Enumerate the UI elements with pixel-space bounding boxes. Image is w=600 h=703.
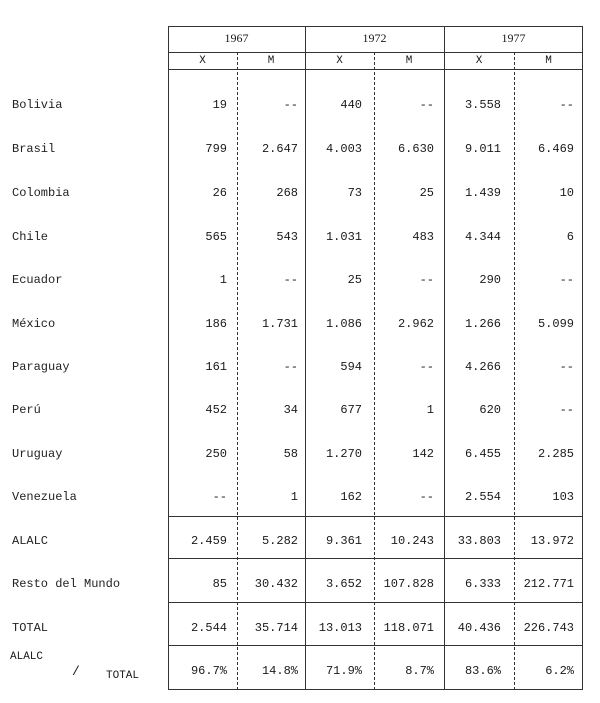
- table-cell: 2.962: [397, 317, 434, 331]
- row-label-chile: Chile: [12, 230, 49, 244]
- ratio-cell: 6.2%: [545, 664, 574, 678]
- export-subheader: X: [475, 55, 483, 67]
- table-cell: 161: [205, 360, 227, 374]
- table-cell: 6.630: [397, 142, 434, 156]
- table-cell: 1.266: [464, 317, 501, 331]
- table-cell: 26: [212, 186, 227, 200]
- table-cell: 1: [426, 403, 434, 417]
- table-cell: 162: [340, 490, 362, 504]
- table-cell: 6: [566, 230, 574, 244]
- ratio-cell: 83.6%: [464, 664, 501, 678]
- table-cell: --: [419, 98, 434, 112]
- table-cell: 10: [559, 186, 574, 200]
- table-cell: --: [283, 273, 298, 287]
- import-subheader: M: [545, 55, 552, 67]
- year-header: 1972: [362, 31, 387, 45]
- table-cell: 290: [479, 273, 501, 287]
- table-cell: 6.455: [464, 447, 501, 461]
- table-cell: --: [283, 98, 298, 112]
- row-divider: [168, 602, 583, 603]
- year-header: 1977: [501, 31, 526, 45]
- table-cell: 40.436: [457, 621, 501, 635]
- table-cell: --: [419, 273, 434, 287]
- table-cell: --: [559, 98, 574, 112]
- import-subheader: M: [267, 55, 275, 67]
- row-label-ecuador: Ecuador: [12, 273, 63, 287]
- table-cell: 34: [283, 403, 298, 417]
- row-label-paraguay: Paraguay: [12, 360, 70, 374]
- table-cell: 13.972: [530, 534, 574, 548]
- row-label-uruguay: Uruguay: [12, 447, 63, 461]
- table-cell: 10.243: [390, 534, 434, 548]
- ratio-cell: 8.7%: [405, 664, 434, 678]
- table-cell: 186: [205, 317, 227, 331]
- table-cell: 9.011: [464, 142, 501, 156]
- table-cell: 677: [340, 403, 362, 417]
- table-cell: --: [419, 360, 434, 374]
- table-cell: --: [559, 273, 574, 287]
- table-cell: 142: [412, 447, 434, 461]
- ratio-cell: 96.7%: [190, 664, 227, 678]
- table-cell: 85: [212, 577, 227, 591]
- table-cell: 19: [212, 98, 227, 112]
- row-label-venezuela: Venezuela: [12, 490, 77, 504]
- table-cell: 3.558: [464, 98, 501, 112]
- export-subheader: X: [336, 55, 343, 67]
- table-cell: 58: [283, 447, 298, 461]
- table-cell: 1.731: [261, 317, 298, 331]
- table-cell: 594: [340, 360, 362, 374]
- table-cell: 2.647: [261, 142, 298, 156]
- table-cell: 2.285: [537, 447, 574, 461]
- row-label-mexico: México: [12, 317, 56, 331]
- table-cell: 452: [205, 403, 227, 417]
- table-cell: 103: [552, 490, 574, 504]
- row-label-brasil: Brasil: [12, 142, 56, 156]
- table-cell: --: [559, 360, 574, 374]
- row-divider: [168, 645, 583, 646]
- table-cell: 3.652: [325, 577, 362, 591]
- header-divider: [168, 52, 583, 53]
- table-cell: 25: [419, 186, 434, 200]
- row-label-colombia: Colombia: [12, 186, 70, 200]
- table-cell: 1.031: [325, 230, 362, 244]
- table-cell: 9.361: [325, 534, 362, 548]
- table-cell: --: [212, 490, 227, 504]
- year-header: 1967: [224, 31, 249, 45]
- row-label-peru: Perú: [12, 403, 41, 417]
- table-cell: 1.270: [325, 447, 362, 461]
- table-cell: 118.071: [383, 621, 434, 635]
- table-cell: 565: [205, 230, 227, 244]
- table-cell: 483: [412, 230, 434, 244]
- ratio-cell: 71.9%: [325, 664, 362, 678]
- table-cell: 5.282: [261, 534, 298, 548]
- table-cell: 4.003: [325, 142, 362, 156]
- table-cell: 33.803: [457, 534, 501, 548]
- table-cell: 30.432: [254, 577, 298, 591]
- table-cell: 107.828: [383, 577, 434, 591]
- table-cell: --: [559, 403, 574, 417]
- table-cell: 226.743: [523, 621, 574, 635]
- table-cell: 1.086: [325, 317, 362, 331]
- table-cell: --: [283, 360, 298, 374]
- ratio-cell: 14.8%: [261, 664, 298, 678]
- table-cell: 6.469: [537, 142, 574, 156]
- table-cell: 1: [219, 273, 227, 287]
- table-cell: 2.544: [190, 621, 227, 635]
- table-cell: --: [419, 490, 434, 504]
- table-cell: 440: [340, 98, 362, 112]
- table-cell: 5.099: [537, 317, 574, 331]
- table-cell: 2.459: [190, 534, 227, 548]
- import-subheader: M: [405, 55, 413, 67]
- table-cell: 73: [347, 186, 362, 200]
- subheader-divider: [168, 69, 583, 70]
- table-cell: 543: [276, 230, 298, 244]
- export-subheader: X: [199, 55, 206, 67]
- table-cell: 268: [276, 186, 298, 200]
- table-cell: 4.344: [464, 230, 501, 244]
- table-cell: 250: [205, 447, 227, 461]
- table-cell: 4.266: [464, 360, 501, 374]
- table-cell: 1.439: [464, 186, 501, 200]
- row-label-alalc: ALALC: [12, 534, 49, 548]
- table-cell: 6.333: [464, 577, 501, 591]
- row-label-ratio-bottom: TOTAL: [106, 670, 140, 682]
- table-cell: 2.554: [464, 490, 501, 504]
- row-divider: [168, 558, 583, 559]
- table-cell: 35.714: [254, 621, 298, 635]
- table-cell: 1: [290, 490, 298, 504]
- row-divider: [168, 516, 583, 517]
- table-cell: 620: [479, 403, 501, 417]
- table-cell: 212.771: [523, 577, 574, 591]
- row-label-total: TOTAL: [12, 621, 49, 635]
- table-cell: 25: [347, 273, 362, 287]
- table-cell: 13.013: [318, 621, 362, 635]
- row-label-resto: Resto del Mundo: [12, 577, 121, 591]
- row-label-ratio-top: ALALC: [10, 651, 44, 663]
- row-label-bolivia: Bolivia: [12, 98, 63, 112]
- table-cell: 799: [205, 142, 227, 156]
- row-label-ratio-slash: /: [72, 664, 80, 679]
